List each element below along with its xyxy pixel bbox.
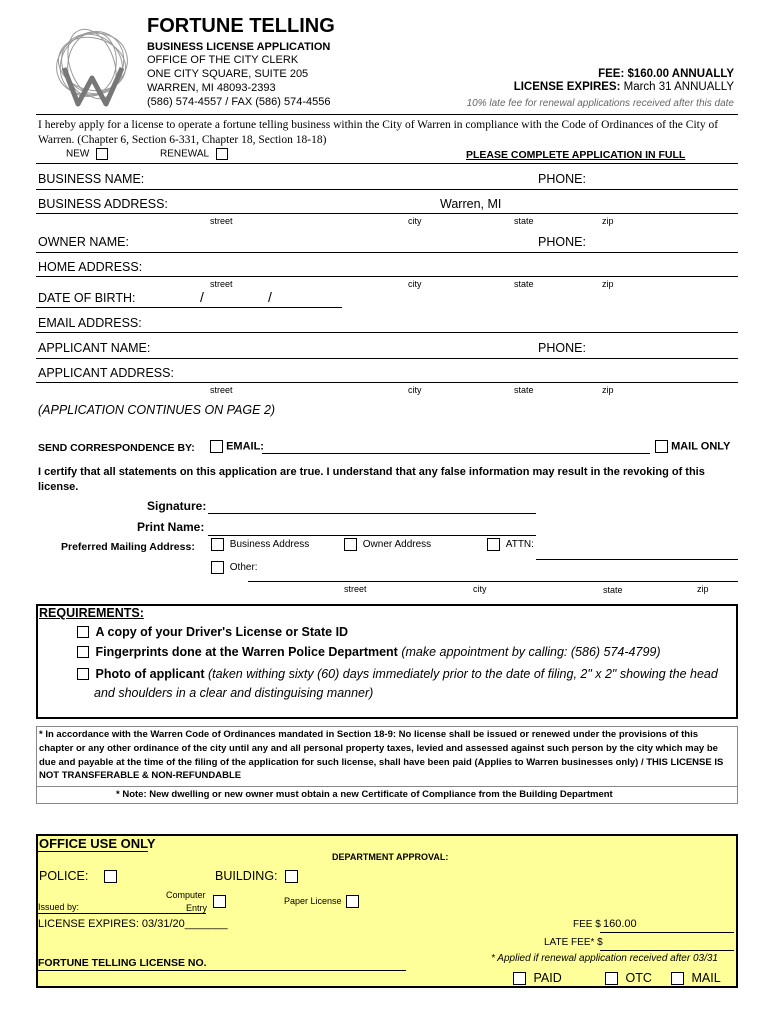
- email-checkbox[interactable]: [210, 440, 223, 453]
- owner-name-line[interactable]: [36, 252, 738, 253]
- complete-note: PLEASE COMPLETE APPLICATION IN FULL: [466, 149, 686, 161]
- owner-name-label: OWNER NAME:: [38, 235, 129, 249]
- attn-line[interactable]: [536, 559, 738, 560]
- attn-option-label: ATTN:: [505, 539, 534, 551]
- applied-note: * Applied if renewal application received after 03/31: [491, 953, 718, 964]
- signature-label: Signature:: [147, 499, 207, 513]
- zip-caption: zip: [602, 385, 614, 395]
- form-subtitle: BUSINESS LICENSE APPLICATION: [147, 41, 331, 53]
- license-no-label: FORTUNE TELLING LICENSE NO.: [38, 957, 207, 969]
- business-address-line[interactable]: [36, 213, 738, 214]
- state-caption: state: [514, 216, 534, 226]
- intro-text: I hereby apply for a license to operate a fortune telling business within the City of Warren in compliance with the Code of Ordinances of the City of Warren. (Chapter 6, Section 6-331, Chapter 18, Section 18-18): [38, 119, 719, 146]
- otc-checkbox[interactable]: [605, 972, 618, 985]
- other-option-label: Other:: [229, 562, 258, 574]
- city-caption: city: [408, 216, 422, 226]
- dob-separator-2: /: [268, 289, 272, 305]
- requirement-3-note-cont: and shoulders in a clear and distinguising manner): [94, 686, 374, 700]
- new-option: [66, 148, 108, 160]
- license-expires-office: LICENSE EXPIRES: 03/31/20_______: [38, 918, 228, 930]
- home-address-line[interactable]: [36, 276, 738, 277]
- form-title: FORTUNE TELLING: [147, 15, 335, 37]
- intro-divider: [36, 163, 738, 164]
- police-approval: [39, 869, 117, 883]
- applicant-phone-label: PHONE:: [538, 341, 586, 355]
- street-caption: street: [344, 584, 367, 594]
- late-fee-label: LATE FEE* $: [544, 937, 603, 948]
- requirement-item-3: [77, 667, 718, 681]
- header-divider: [36, 114, 738, 115]
- city-logo: [50, 24, 134, 108]
- issued-by-label: Issued by:: [38, 902, 80, 912]
- applicant-address-line[interactable]: [36, 382, 738, 383]
- renewal-label: RENEWAL: [160, 148, 209, 160]
- other-option: [211, 561, 258, 574]
- business-name-line[interactable]: [36, 189, 738, 190]
- email-option-line[interactable]: [262, 453, 650, 454]
- mail-only-checkbox[interactable]: [655, 440, 668, 453]
- license-expires-label: LICENSE EXPIRES:: [513, 81, 621, 93]
- mail-option: [671, 971, 721, 985]
- owner-address-checkbox[interactable]: [344, 538, 357, 551]
- license-expires: [514, 81, 734, 93]
- print-name-label: Print Name:: [137, 520, 205, 534]
- office-name: OFFICE OF THE CITY CLERK: [147, 54, 299, 66]
- business-address-checkbox[interactable]: [211, 538, 224, 551]
- street-caption: street: [210, 385, 233, 395]
- requirements-box: [36, 604, 738, 719]
- requirement-2-checkbox[interactable]: [77, 646, 89, 658]
- street-caption: street: [210, 216, 233, 226]
- mail-only-label: MAIL ONLY: [671, 440, 731, 453]
- mailing-other-line[interactable]: [248, 581, 738, 582]
- renewal-checkbox[interactable]: [216, 148, 228, 160]
- attn-checkbox[interactable]: [487, 538, 500, 551]
- business-address-option-label: Business Address: [229, 539, 310, 551]
- dept-approval-label: DEPARTMENT APPROVAL:: [332, 852, 449, 862]
- preferred-mailing-label: Preferred Mailing Address:: [61, 541, 195, 553]
- building-checkbox[interactable]: [285, 870, 298, 883]
- requirement-1-checkbox[interactable]: [77, 626, 89, 638]
- signature-line[interactable]: [208, 513, 536, 514]
- paid-option: [513, 971, 562, 985]
- office-title-underline: [38, 851, 148, 852]
- late-fee-line[interactable]: [600, 950, 734, 951]
- requirement-3-checkbox[interactable]: [77, 668, 89, 680]
- paper-license-label: Paper License: [284, 896, 342, 906]
- owner-phone-label: PHONE:: [538, 235, 586, 249]
- requirement-item-1: [77, 625, 348, 639]
- mail-label: MAIL: [691, 971, 721, 985]
- email-address-line[interactable]: [36, 332, 738, 333]
- fee-line: [600, 932, 734, 933]
- police-checkbox[interactable]: [104, 870, 117, 883]
- requirement-3-text: Photo of applicant: [95, 667, 205, 681]
- business-city-value: Warren, MI: [440, 197, 502, 211]
- business-phone-label: PHONE:: [538, 172, 586, 186]
- new-label: NEW: [66, 148, 90, 160]
- dob-line[interactable]: [36, 307, 342, 308]
- requirements-title: REQUIREMENTS:: [39, 606, 144, 620]
- street-caption: street: [210, 279, 233, 289]
- issued-by-line[interactable]: [36, 913, 206, 914]
- computer-entry-checkbox[interactable]: [213, 895, 226, 908]
- email-address-label: EMAIL ADDRESS:: [38, 316, 142, 330]
- requirement-2-note: (make appointment by calling: (586) 574-4799): [401, 645, 661, 659]
- dob-separator-1: /: [200, 289, 204, 305]
- state-caption: state: [514, 385, 534, 395]
- office-address-1: ONE CITY SQUARE, SUITE 205: [147, 68, 309, 80]
- dob-label: DATE OF BIRTH:: [38, 291, 136, 305]
- business-address-label: BUSINESS ADDRESS:: [38, 197, 168, 211]
- other-checkbox[interactable]: [211, 561, 224, 574]
- office-address-2: WARREN, MI 48093-2393: [147, 82, 276, 94]
- fee-annual: FEE: $160.00 ANNUALLY: [598, 68, 734, 80]
- zip-caption: zip: [602, 216, 614, 226]
- computer-entry-label-1: Computer: [166, 890, 206, 900]
- owner-address-option: [344, 538, 431, 551]
- otc-label: OTC: [625, 971, 652, 985]
- state-caption: state: [514, 279, 534, 289]
- city-caption: city: [408, 385, 422, 395]
- paid-label: PAID: [533, 971, 562, 985]
- ordinance-text: * In accordance with the Warren Code of Ordinances mandated in Section 18-9: No license shall be issued or renewed under the provisions of this chapter or any other ordinance of the city until any and all personal property taxes, levied and assessed against such person by the city which may be due and payable at the time of the filing of the application for such license, shall have been paid (Applies to Warren businesses only) / THIS LICENSE IS NOT TRANSFERABLE & NON-REFUNDABLE: [39, 729, 724, 782]
- paid-checkbox[interactable]: [513, 972, 526, 985]
- building-label: BUILDING:: [215, 869, 278, 883]
- city-caption: city: [408, 279, 422, 289]
- ordinance-divider: [36, 786, 738, 787]
- fee-label: FEE $: [573, 919, 601, 930]
- mail-only-option: [655, 440, 730, 453]
- computer-entry-label-2: Entry: [186, 903, 208, 913]
- paper-license-checkbox[interactable]: [346, 895, 359, 908]
- state-caption: state: [603, 585, 623, 595]
- correspondence-label: SEND CORRESPONDENCE BY:: [38, 442, 195, 454]
- requirement-2-text: Fingerprints done at the Warren Police Department: [95, 645, 398, 659]
- continues-note: (APPLICATION CONTINUES ON PAGE 2): [38, 403, 276, 417]
- office-use-title: OFFICE USE ONLY: [39, 836, 156, 851]
- zip-caption: zip: [602, 279, 614, 289]
- requirement-1-text: A copy of your Driver's License or State ID: [95, 625, 349, 639]
- new-checkbox[interactable]: [96, 148, 108, 160]
- building-approval: [215, 869, 298, 883]
- requirement-3-note: (taken withing sixty (60) days immediately prior to the date of filing, 2" x 2" showing the head: [208, 667, 718, 681]
- owner-address-option-label: Owner Address: [362, 539, 432, 551]
- certify-text: I certify that all statements on this application are true. I understand that any false information may result in the revoking of this license.: [38, 466, 705, 493]
- city-caption: city: [473, 584, 487, 594]
- business-name-label: BUSINESS NAME:: [38, 172, 145, 186]
- license-expires-value: March 31 ANNUALLY: [623, 81, 734, 93]
- applicant-name-label: APPLICANT NAME:: [38, 341, 151, 355]
- applicant-address-label: APPLICANT ADDRESS:: [38, 366, 174, 380]
- police-label: POLICE:: [39, 869, 89, 883]
- applicant-name-line[interactable]: [36, 358, 738, 359]
- fee-value[interactable]: 160.00: [603, 918, 637, 930]
- late-fee-note: 10% late fee for renewal applications received after this date: [466, 98, 734, 109]
- print-name-line[interactable]: [208, 535, 536, 536]
- email-option: [210, 440, 264, 453]
- attn-option: [487, 538, 534, 551]
- zip-caption: zip: [697, 584, 709, 594]
- requirement-item-2: [77, 645, 661, 659]
- office-phone-fax: (586) 574-4557 / FAX (586) 574-4556: [147, 96, 331, 108]
- email-option-label: EMAIL:: [226, 440, 264, 453]
- renewal-option: [160, 148, 228, 160]
- home-address-label: HOME ADDRESS:: [38, 260, 143, 274]
- otc-option: [605, 971, 652, 985]
- license-no-line[interactable]: [36, 970, 406, 971]
- business-address-option: [211, 538, 309, 551]
- compliance-note: * Note: New dwelling or new owner must obtain a new Certificate of Compliance from the Building Department: [116, 789, 613, 800]
- mail-checkbox[interactable]: [671, 972, 684, 985]
